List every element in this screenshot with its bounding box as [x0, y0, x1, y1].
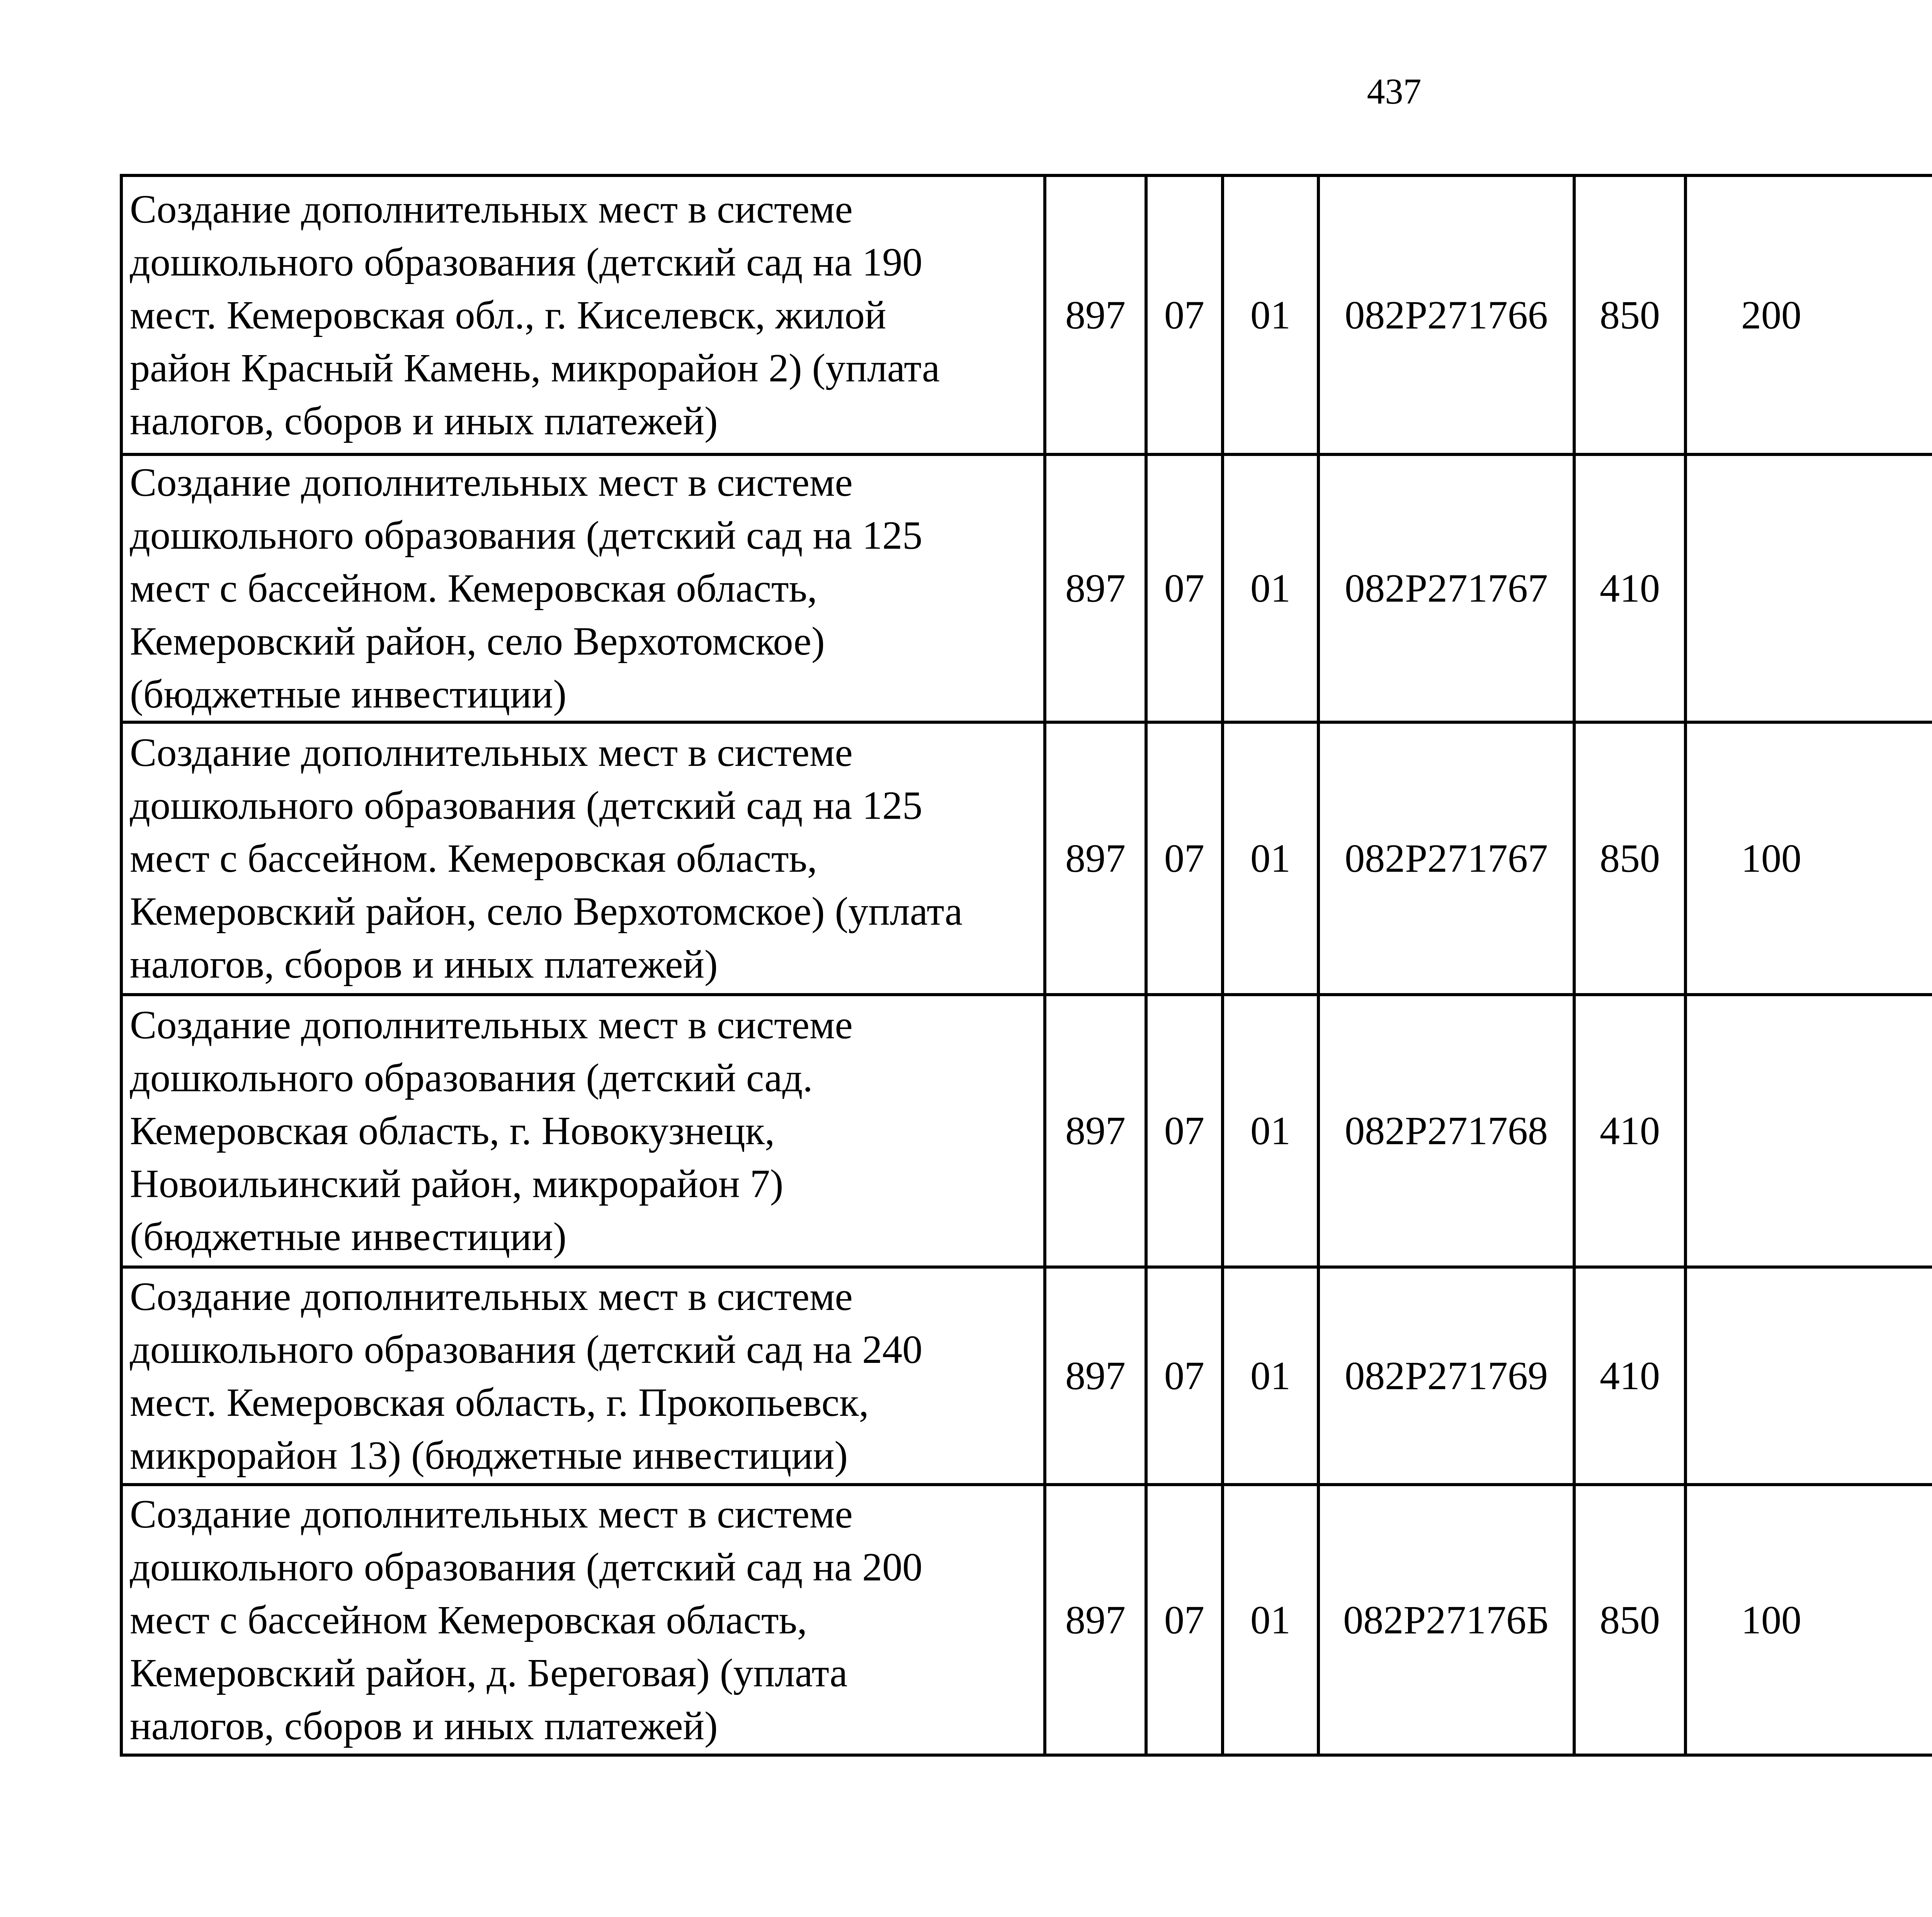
description-line: налогов, сборов и иных платежей): [130, 942, 718, 987]
ministry-code-cell: 897: [1045, 175, 1146, 454]
description-line: мест с бассейном. Кемеровская область,: [130, 836, 817, 881]
description-line: (бюджетные инвестиции): [130, 672, 567, 716]
description-line: Создание дополнительных мест в системе: [130, 460, 853, 505]
target-article-cell: 082P271766: [1318, 175, 1574, 454]
subsection-code-cell: 01: [1223, 175, 1318, 454]
description-line: Кемеровский район, д. Береговая) (уплата: [130, 1650, 848, 1695]
subsection-code-cell: 01: [1223, 1485, 1318, 1755]
amount-1-cell: [1685, 1267, 1932, 1485]
expense-type-cell: 850: [1574, 1485, 1685, 1755]
amount-1-cell: 100: [1685, 1485, 1932, 1755]
section-code-cell: 07: [1146, 722, 1223, 995]
description-cell: [121, 722, 1045, 995]
table-row: [121, 1267, 1932, 1485]
description-line: Кемеровский район, село Верхотомское) (уплата: [130, 889, 963, 934]
target-article-cell: 082P271767: [1318, 722, 1574, 995]
description-cell: [121, 1267, 1045, 1485]
description-line: дошкольного образования (детский сад на 125: [130, 783, 923, 828]
section-code-cell: 07: [1146, 454, 1223, 722]
description-line: мест. Кемеровская обл., г. Киселевск, жилой: [130, 293, 886, 337]
subsection-code-cell: 01: [1223, 454, 1318, 722]
description-line: Создание дополнительных мест в системе: [130, 1274, 853, 1319]
description-line: мест с бассейном Кемеровская область,: [130, 1597, 807, 1642]
table-row: [121, 1485, 1932, 1755]
table-row: [121, 454, 1932, 722]
description-line: налогов, сборов и иных платежей): [130, 398, 718, 443]
subsection-code-cell: 01: [1223, 995, 1318, 1267]
description-cell: [121, 995, 1045, 1267]
description-line: район Красный Камень, микрорайон 2) (уплата: [130, 345, 940, 390]
page-number: 437: [1367, 71, 1422, 112]
section-code-cell: 07: [1146, 1267, 1223, 1485]
amount-1-cell: [1685, 995, 1932, 1267]
subsection-code-cell: 01: [1223, 1267, 1318, 1485]
description-line: дошкольного образования (детский сад.: [130, 1056, 813, 1100]
expense-type-cell: 850: [1574, 175, 1685, 454]
description-line: дошкольного образования (детский сад на 240: [130, 1327, 923, 1372]
description-cell: [121, 175, 1045, 454]
description-cell: [121, 454, 1045, 722]
section-code-cell: 07: [1146, 1485, 1223, 1755]
description-line: (бюджетные инвестиции): [130, 1214, 567, 1259]
description-cell: [121, 1485, 1045, 1755]
ministry-code-cell: 897: [1045, 722, 1146, 995]
target-article-cell: 082P271767: [1318, 454, 1574, 722]
target-article-cell: 082P271769: [1318, 1267, 1574, 1485]
description-line: дошкольного образования (детский сад на 125: [130, 513, 923, 558]
description-line: Кемеровская область, г. Новокузнецк,: [130, 1109, 775, 1153]
section-code-cell: 07: [1146, 175, 1223, 454]
expense-type-cell: 850: [1574, 722, 1685, 995]
description-line: дошкольного образования (детский сад на 200: [130, 1544, 923, 1589]
table-row: [121, 175, 1932, 454]
description-line: Создание дополнительных мест в системе: [130, 187, 853, 231]
description-line: Создание дополнительных мест в системе: [130, 1003, 853, 1047]
description-line: мест с бассейном. Кемеровская область,: [130, 566, 817, 611]
section-code-cell: 07: [1146, 995, 1223, 1267]
budget-table: [120, 174, 1932, 1757]
amount-1-cell: [1685, 454, 1932, 722]
ministry-code-cell: 897: [1045, 1485, 1146, 1755]
description-line: Создание дополнительных мест в системе: [130, 1492, 853, 1536]
description-line: мест. Кемеровская область, г. Прокопьевск,: [130, 1380, 869, 1425]
expense-type-cell: 410: [1574, 454, 1685, 722]
description-line: микрорайон 13) (бюджетные инвестиции): [130, 1433, 848, 1478]
ministry-code-cell: 897: [1045, 454, 1146, 722]
table-row: [121, 722, 1932, 995]
description-line: Новоильинский район, микрорайон 7): [130, 1162, 784, 1206]
target-article-cell: 082P27176Б: [1318, 1485, 1574, 1755]
expense-type-cell: 410: [1574, 1267, 1685, 1485]
ministry-code-cell: 897: [1045, 1267, 1146, 1485]
ministry-code-cell: 897: [1045, 995, 1146, 1267]
amount-1-cell: 200: [1685, 175, 1932, 454]
target-article-cell: 082P271768: [1318, 995, 1574, 1267]
expense-type-cell: 410: [1574, 995, 1685, 1267]
amount-1-cell: 100: [1685, 722, 1932, 995]
description-line: дошкольного образования (детский сад на 190: [130, 240, 923, 284]
description-line: Создание дополнительных мест в системе: [130, 730, 853, 775]
description-line: Кемеровский район, село Верхотомское): [130, 619, 825, 663]
description-line: налогов, сборов и иных платежей): [130, 1703, 718, 1748]
subsection-code-cell: 01: [1223, 722, 1318, 995]
table-row: [121, 995, 1932, 1267]
